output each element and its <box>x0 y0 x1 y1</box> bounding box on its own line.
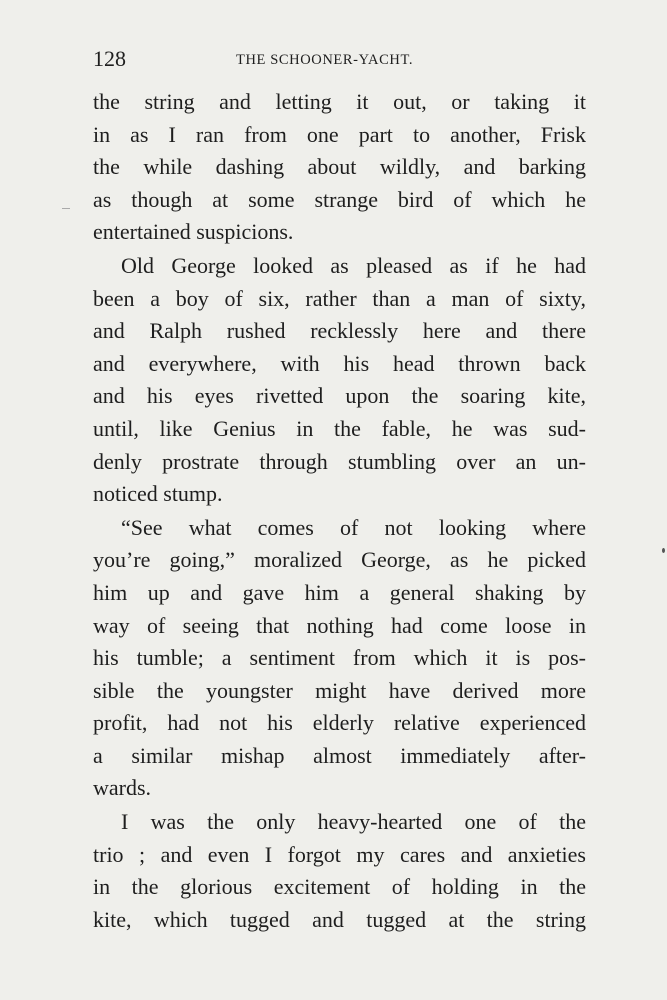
text-line: him up and gave him a general shaking by <box>93 579 586 605</box>
paper-speck <box>662 548 665 553</box>
text-line: noticed stump. <box>93 481 223 507</box>
text-line: wards. <box>93 775 152 801</box>
text-line: I was the only heavy-hearted one of the <box>121 809 586 835</box>
text-line: and everywhere, with his head thrown back <box>93 350 586 376</box>
text-line: a similar mishap almost immediately after- <box>93 742 586 768</box>
paragraph <box>93 806 586 936</box>
text-line: the string and letting it out, or taking it <box>93 89 586 114</box>
text-line: trio ; and even I forgot my cares and anxieties <box>93 841 586 867</box>
text-line: and his eyes rivetted upon the soaring kite, <box>93 383 586 409</box>
body-text <box>93 86 586 936</box>
text-line: sible the youngster might have derived more <box>93 677 586 703</box>
page-number: 128 <box>93 46 126 71</box>
paragraph <box>93 250 586 511</box>
text-line: in the glorious excitement of holding in the <box>93 874 586 900</box>
text-line: been a boy of six, rather than a man of sixty, <box>93 285 586 311</box>
text-line: Old George looked as pleased as if he had <box>121 252 586 278</box>
text-line: “See what comes of not looking where <box>121 514 586 540</box>
text-line: as though at some strange bird of which he <box>93 186 586 212</box>
text-line: until, like Genius in the fable, he was sud- <box>93 415 586 441</box>
paper-mark <box>62 208 70 209</box>
text-line: denly prostrate through stumbling over an un- <box>93 448 586 474</box>
text-line: and Ralph rushed recklessly here and there <box>93 318 586 344</box>
text-line: in as I ran from one part to another, Frisk <box>93 121 586 147</box>
text-line: the while dashing about wildly, and barking <box>93 154 586 180</box>
text-line: entertained suspicions. <box>93 219 294 245</box>
text-line: profit, had not his elderly relative experienced <box>93 710 586 736</box>
text-line: his tumble; a sentiment from which it is pos- <box>93 645 586 671</box>
text-line: way of seeing that nothing had come loose in <box>93 612 586 638</box>
page-header <box>93 44 587 74</box>
text-line: you’re going,” moralized George, as he picked <box>93 547 586 573</box>
paragraph <box>93 86 586 249</box>
running-title: THE SCHOONER-YACHT. <box>236 52 414 68</box>
paragraph <box>93 512 586 805</box>
text-line: kite, which tugged and tugged at the string <box>93 906 586 932</box>
